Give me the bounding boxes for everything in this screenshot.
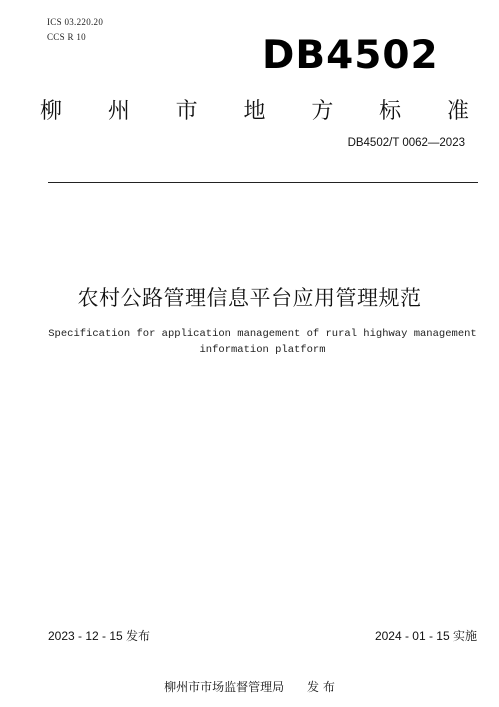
local-standard-char: 准 — [446, 99, 469, 124]
local-standard-char: 柳 — [40, 99, 63, 124]
local-standard-char: 市 — [175, 99, 198, 124]
document-title-en — [40, 326, 485, 358]
ics-code: ICS 03.220.20 — [47, 17, 104, 27]
issue-date: 2023 - 12 - 15 发布 — [48, 629, 151, 643]
title-en-line: Specification for application management of rural highway management — [48, 328, 477, 340]
standard-code-logo: DB4502 — [262, 33, 439, 78]
document-title-cn: 农村公路管理信息平台应用管理规范 — [77, 286, 422, 310]
local-standard-char: 标 — [379, 99, 402, 124]
ccs-code: CCS R 10 — [47, 32, 86, 42]
local-standard-heading — [40, 94, 469, 125]
local-standard-char: 方 — [311, 99, 334, 124]
local-standard-char: 地 — [243, 99, 266, 124]
local-standard-char: 州 — [107, 99, 130, 124]
standard-number: DB4502/T 0062—2023 — [347, 137, 465, 149]
implementation-date: 2024 - 01 - 15 实施 — [374, 629, 477, 643]
title-en-line: information platform — [199, 344, 326, 356]
issuing-authority: 柳州市市场监督管理局 发 布 — [164, 680, 335, 694]
header-divider — [48, 182, 478, 183]
